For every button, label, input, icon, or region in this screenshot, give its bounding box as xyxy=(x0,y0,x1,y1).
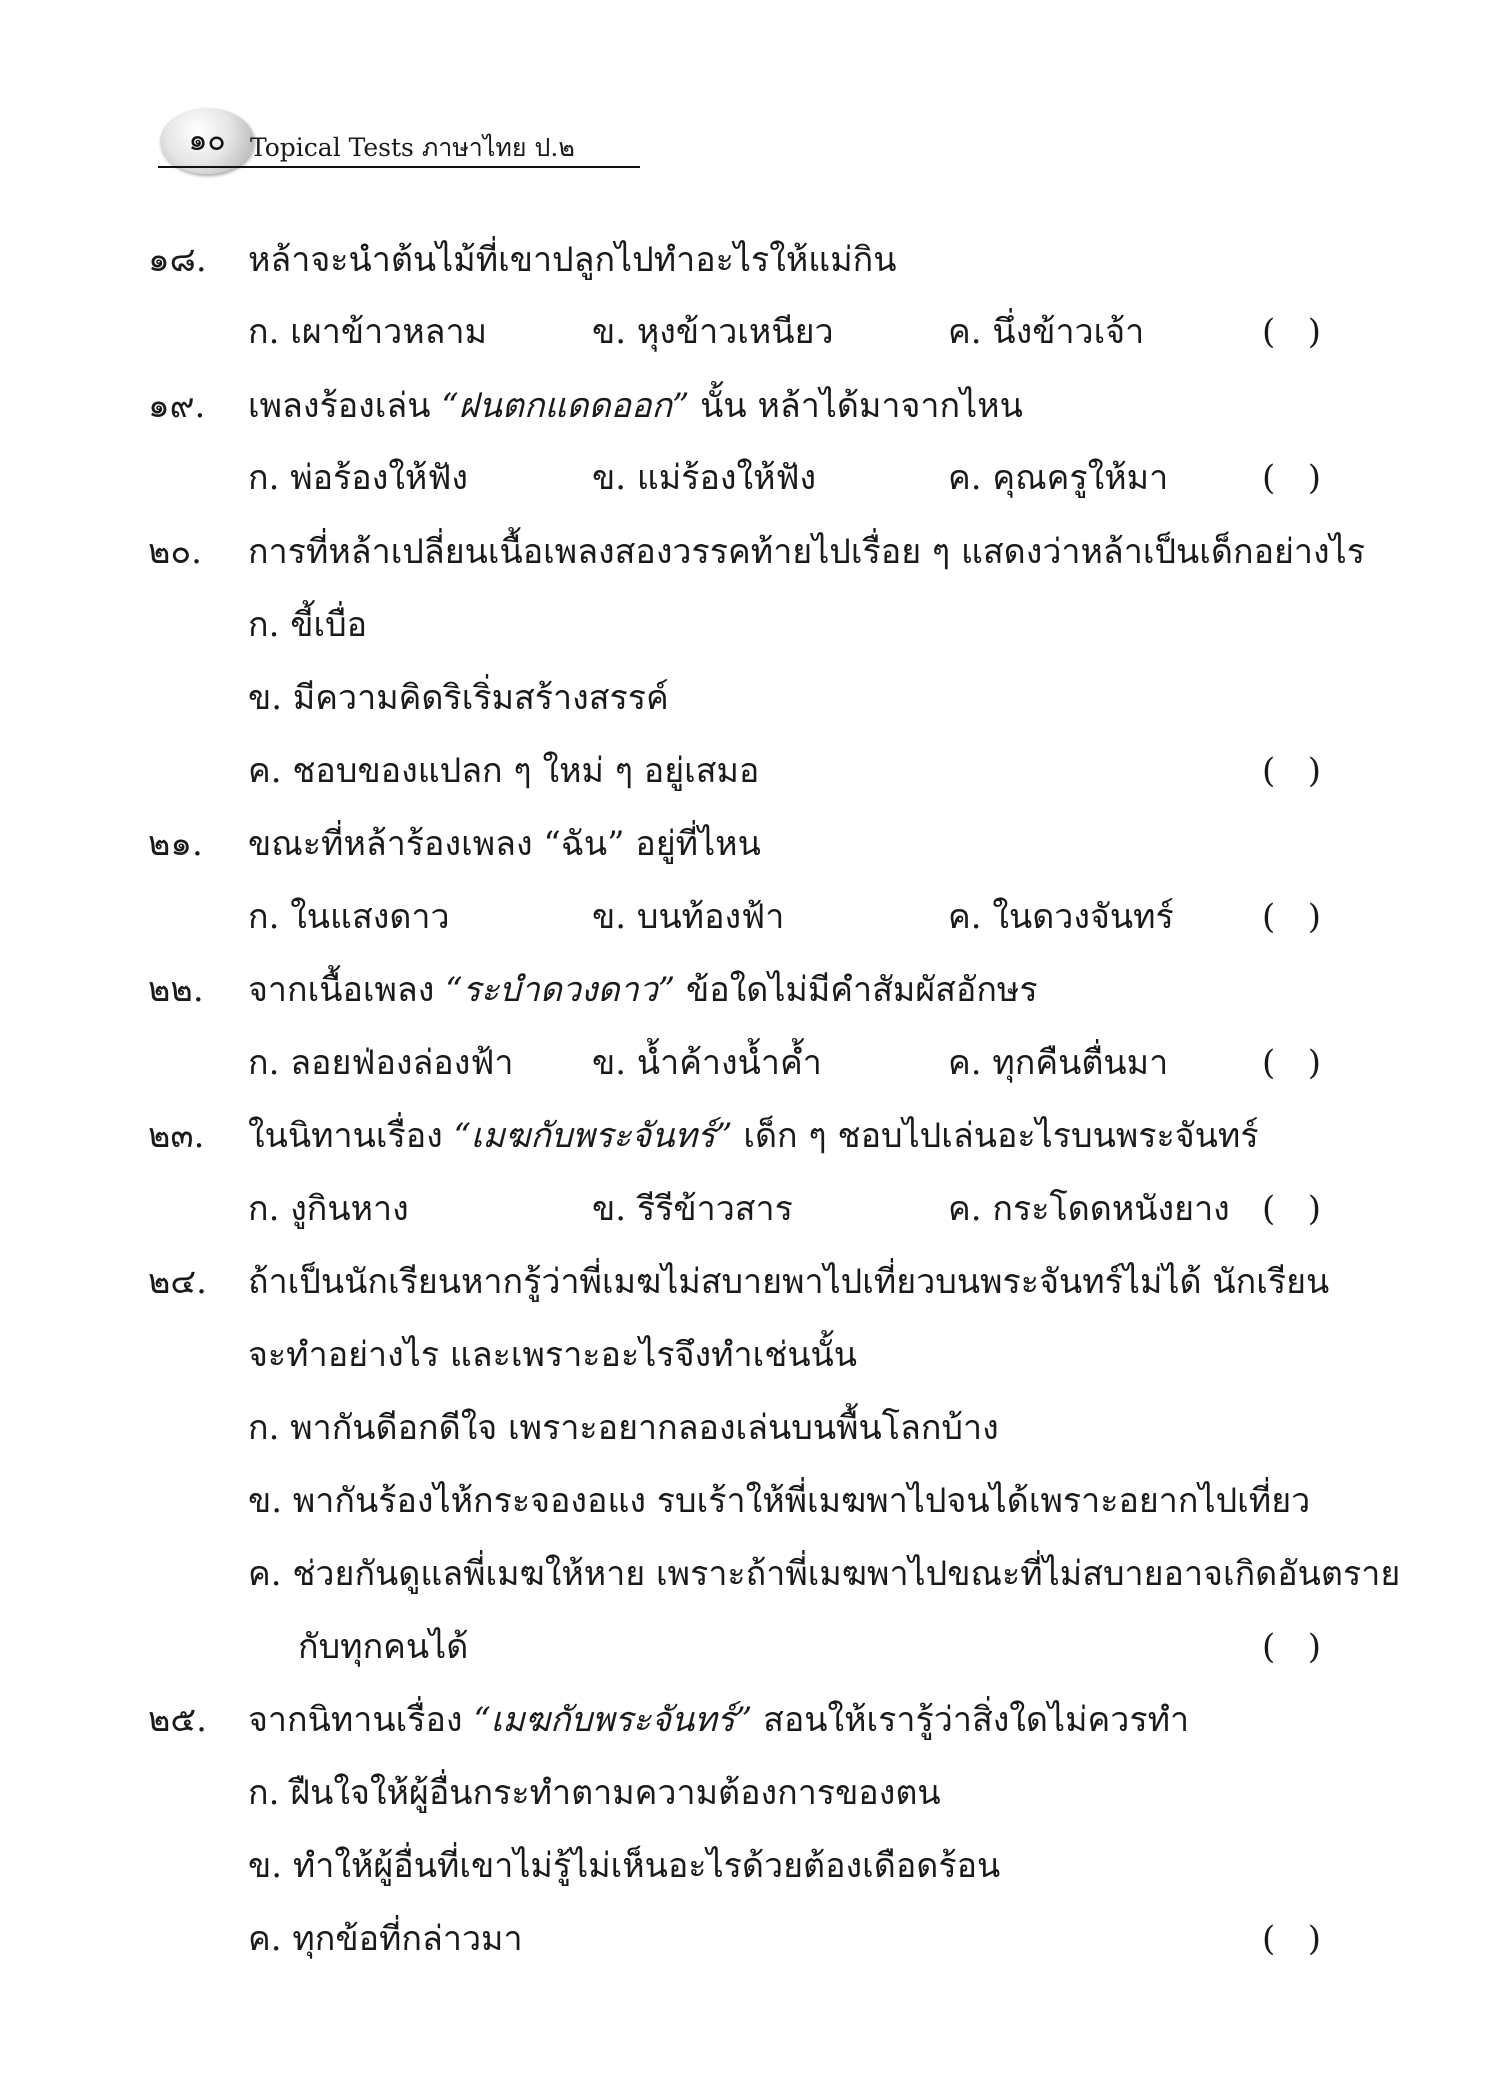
choice-a: ก. พ่อร้องให้ฟัง xyxy=(248,458,469,498)
header-title: Topical Tests ภาษาไทย ป.๒ xyxy=(250,133,575,162)
question-title-italic: “เมฆกับพระจันทร์” xyxy=(473,1700,753,1740)
choice-c-continuation: กับทุกคนได้ xyxy=(298,1627,469,1667)
choice-c: ค. นึ่งข้าวเจ้า xyxy=(948,312,1145,352)
choice-b: ข. ทำให้ผู้อื่นที่เขาไม่รู้ไม่เห็นอะไรด้วยต้องเดือดร้อน xyxy=(248,1846,1001,1886)
choice-c: ค. ทุกคืนตื่นมา xyxy=(948,1043,1169,1083)
choice-b: ข. รีรีข้าวสาร xyxy=(592,1189,793,1229)
choice-c: ค. คุณครูให้มา xyxy=(948,458,1169,498)
question-number: ๑๙. xyxy=(148,386,206,426)
choice-c: ค. ทุกข้อที่กล่าวมา xyxy=(248,1919,523,1959)
question-title-italic: “ฝนตกแดดออก” xyxy=(441,386,690,426)
page-number-badge: ๑๐ xyxy=(160,108,254,174)
choice-b: ข. หุงข้าวเหนียว xyxy=(592,312,834,352)
question-text: ถ้าเป็นนักเรียนหากรู้ว่าพี่เมฆไม่สบายพาไปเที่ยวบนพระจันทร์ไม่ได้ นักเรียน xyxy=(248,1262,1330,1302)
choice-c: ค. ชอบของแปลก ๆ ใหม่ ๆ อยู่เสมอ xyxy=(248,751,760,791)
question-number: ๒๔. xyxy=(148,1262,207,1302)
answer-bracket[interactable]: ( ) xyxy=(1262,312,1321,352)
question-number: ๒๓. xyxy=(148,1116,205,1156)
choice-c: ค. ในดวงจันทร์ xyxy=(948,897,1174,937)
choice-a: ก. งูกินหาง xyxy=(248,1189,409,1229)
page-header xyxy=(148,108,648,178)
choice-b: ข. พากันร้องไห้กระจองอแง รบเร้าให้พี่เมฆพาไปจนได้เพราะอยากไปเที่ยว xyxy=(248,1481,1311,1521)
question-text xyxy=(248,1698,1189,1742)
question-text-part: จากเนื้อเพลง xyxy=(248,970,446,1010)
question-text-part: เพลงร้องเล่น xyxy=(248,386,442,426)
question-number: ๒๒. xyxy=(148,970,204,1010)
answer-bracket[interactable]: ( ) xyxy=(1262,1627,1321,1667)
choice-a: ก. ขี้เบื่อ xyxy=(248,605,368,645)
question-text-part: จากนิทานเรื่อง xyxy=(248,1700,474,1740)
choice-a: ก. ฝืนใจให้ผู้อื่นกระทำตามความต้องการของตน xyxy=(248,1773,941,1813)
choice-c: ค. กระโดดหนังยาง xyxy=(948,1189,1230,1229)
question-title-italic: “ระบำดวงดาว” xyxy=(445,970,676,1010)
choice-b: ข. แม่ร้องให้ฟัง xyxy=(592,458,817,498)
header-divider xyxy=(158,166,640,168)
choice-b: ข. น้ำค้างน้ำค้ำ xyxy=(592,1043,822,1083)
question-text: การที่หล้าเปลี่ยนเนื้อเพลงสองวรรคท้ายไปเรื่อย ๆ แสดงว่าหล้าเป็นเด็กอย่างไร xyxy=(248,532,1365,572)
choice-a: ก. พากันดีอกดีใจ เพราะอยากลองเล่นบนพื้นโลกบ้าง xyxy=(248,1408,999,1448)
question-text-part: สอนให้เรารู้ว่าสิ่งใดไม่ควรทำ xyxy=(752,1700,1190,1740)
answer-bracket[interactable]: ( ) xyxy=(1262,458,1321,498)
answer-bracket[interactable]: ( ) xyxy=(1262,1919,1321,1959)
question-text: ขณะที่หล้าร้องเพลง “ฉัน” อยู่ที่ไหน xyxy=(248,824,761,864)
question-text-part: เด็ก ๆ ชอบไปเล่นอะไรบนพระจันทร์ xyxy=(732,1116,1259,1156)
choice-c: ค. ช่วยกันดูแลพี่เมฆให้หาย เพราะถ้าพี่เมฆพาไปขณะที่ไม่สบายอาจเกิดอันตราย xyxy=(248,1554,1401,1594)
question-text-line2: จะทำอย่างไร และเพราะอะไรจึงทำเช่นนั้น xyxy=(248,1335,858,1375)
question-text xyxy=(248,384,1023,428)
question-text-part: นั้น หล้าได้มาจากไหน xyxy=(689,386,1023,426)
question-text xyxy=(248,968,1038,1012)
choice-a: ก. ในแสงดาว xyxy=(248,897,450,937)
question-text: หล้าจะนำต้นไม้ที่เขาปลูกไปทำอะไรให้แม่กิน xyxy=(248,240,897,280)
question-number: ๒๐. xyxy=(148,532,202,572)
question-text-part: ในนิทานเรื่อง xyxy=(248,1116,454,1156)
answer-bracket[interactable]: ( ) xyxy=(1262,751,1321,791)
question-title-italic: “เมฆกับพระจันทร์” xyxy=(453,1116,733,1156)
choice-a: ก. เผาข้าวหลาม xyxy=(248,312,488,352)
answer-bracket[interactable]: ( ) xyxy=(1262,1043,1321,1083)
answer-bracket[interactable]: ( ) xyxy=(1262,897,1321,937)
question-number: ๑๘. xyxy=(148,240,207,280)
question-text-part: ข้อใดไม่มีคำสัมผัสอักษร xyxy=(675,970,1038,1010)
question-number: ๒๑. xyxy=(148,824,203,864)
question-text xyxy=(248,1114,1259,1158)
choice-b: ข. มีความคิดริเริ่มสร้างสรรค์ xyxy=(248,678,669,718)
answer-bracket[interactable]: ( ) xyxy=(1262,1189,1321,1229)
choice-b: ข. บนท้องฟ้า xyxy=(592,897,785,937)
question-number: ๒๕. xyxy=(148,1700,207,1740)
choice-a: ก. ลอยฟ่องล่องฟ้า xyxy=(248,1043,514,1083)
